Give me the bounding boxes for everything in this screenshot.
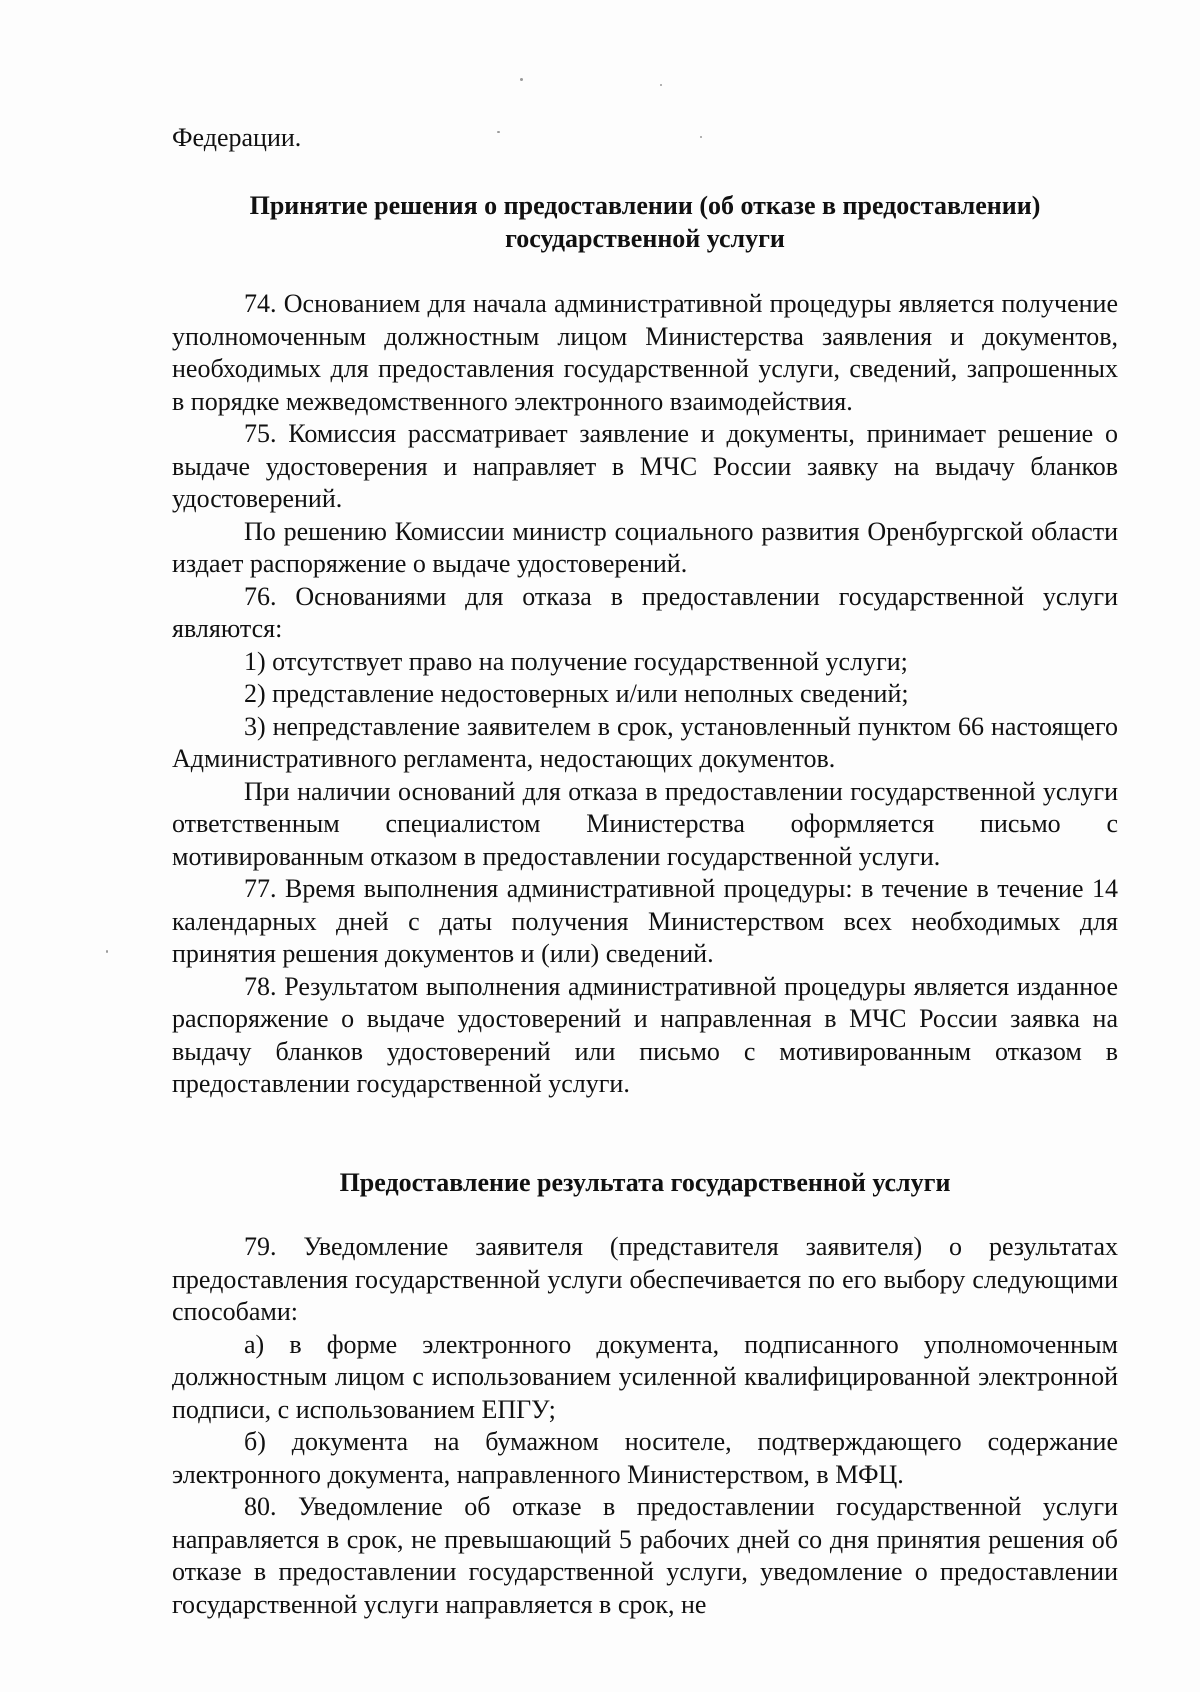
- section-heading-decision: [172, 190, 1118, 255]
- paragraph-order: По решению Комиссии министр социального развития Оренбургской области издает распоряжение о выдаче удостоверений.: [172, 516, 1118, 578]
- list-item-1: 1) отсутствует право на получение государственной услуги;: [244, 646, 908, 676]
- list-item-a: а) в форме электронного документа, подписанного уполномоченным должностным лицом с использованием усиленной квалифицированной электронной подписи, с использованием ЕПГУ;: [172, 1329, 1118, 1424]
- lead-line: Федерации.: [172, 123, 302, 152]
- section-body-result: [172, 1231, 1118, 1621]
- list-item-2: 2) представление недостоверных и/или неполных сведений;: [244, 679, 909, 708]
- paragraph-80: 80. Уведомление об отказе в предоставлении государственной услуги направляется в срок, не превышающий 5 рабочих дней со дня принятия решения об отказе в предоставлении государственной услуги, уведомление о предоставлении государственной услуги направляется в срок, не: [172, 1492, 1118, 1619]
- paragraph-75: 75. Комиссия рассматривает заявление и документы, принимает решение о выдаче удостоверения и направляет в МЧС России заявку на выдачу бланков удостоверений.: [172, 419, 1118, 513]
- scan-speck: [106, 950, 108, 953]
- paragraph-refusal-letter: При наличии оснований для отказа в предоставлении государственной услуги ответственным специалистом Министерства оформляется письмо с мотивированным отказом в предоставлении государственной услуги.: [172, 776, 1118, 871]
- section-heading-result: Предоставление результата государственной услуги: [339, 1168, 951, 1197]
- paragraph-79: 79. Уведомление заявителя (представителя заявителя) о результатах предоставления государственной услуги обеспечивается по его выбору следующими способами:: [172, 1232, 1118, 1326]
- paragraph-76: 76. Основаниями для отказа в предоставлении государственной услуги являются:: [172, 581, 1118, 643]
- heading-line: Принятие решения о предоставлении (об отказе в предоставлении): [249, 191, 1041, 220]
- paragraph-77: 77. Время выполнения административной процедуры: в течение в течение 14 календарных дней с даты получения Министерством всех необходимых для принятия решения документов и (или) сведений.: [172, 874, 1118, 968]
- scan-speck: [497, 131, 500, 133]
- section-body-decision: [172, 288, 1118, 1101]
- scan-speck: [700, 136, 702, 138]
- list-item-b: б) документа на бумажном носителе, подтверждающего содержание электронного документа, направленного Министерством, в МФЦ.: [172, 1427, 1118, 1489]
- scan-speck: [520, 78, 523, 81]
- scan-speck: [660, 84, 662, 86]
- list-item-3: 3) непредставление заявителем в срок, установленный пунктом 66 настоящего Административного регламента, недостающих документов.: [172, 711, 1118, 773]
- paragraph-78: 78. Результатом выполнения административной процедуры является изданное распоряжение о выдаче удостоверений и направленная в МЧС России заявка на выдачу бланков удостоверений или письмо с мотивированным отказом в предоставлении государственной услуги.: [172, 971, 1118, 1098]
- heading-line: государственной услуги: [505, 223, 785, 253]
- paragraph-74: 74. Основанием для начала административной процедуры является получение уполномоченным должностным лицом Министерства заявления и документов, необходимых для предоставления государственной услуги, сведений, запрошенных в порядке межведомственного электронного взаимодействия.: [172, 289, 1118, 416]
